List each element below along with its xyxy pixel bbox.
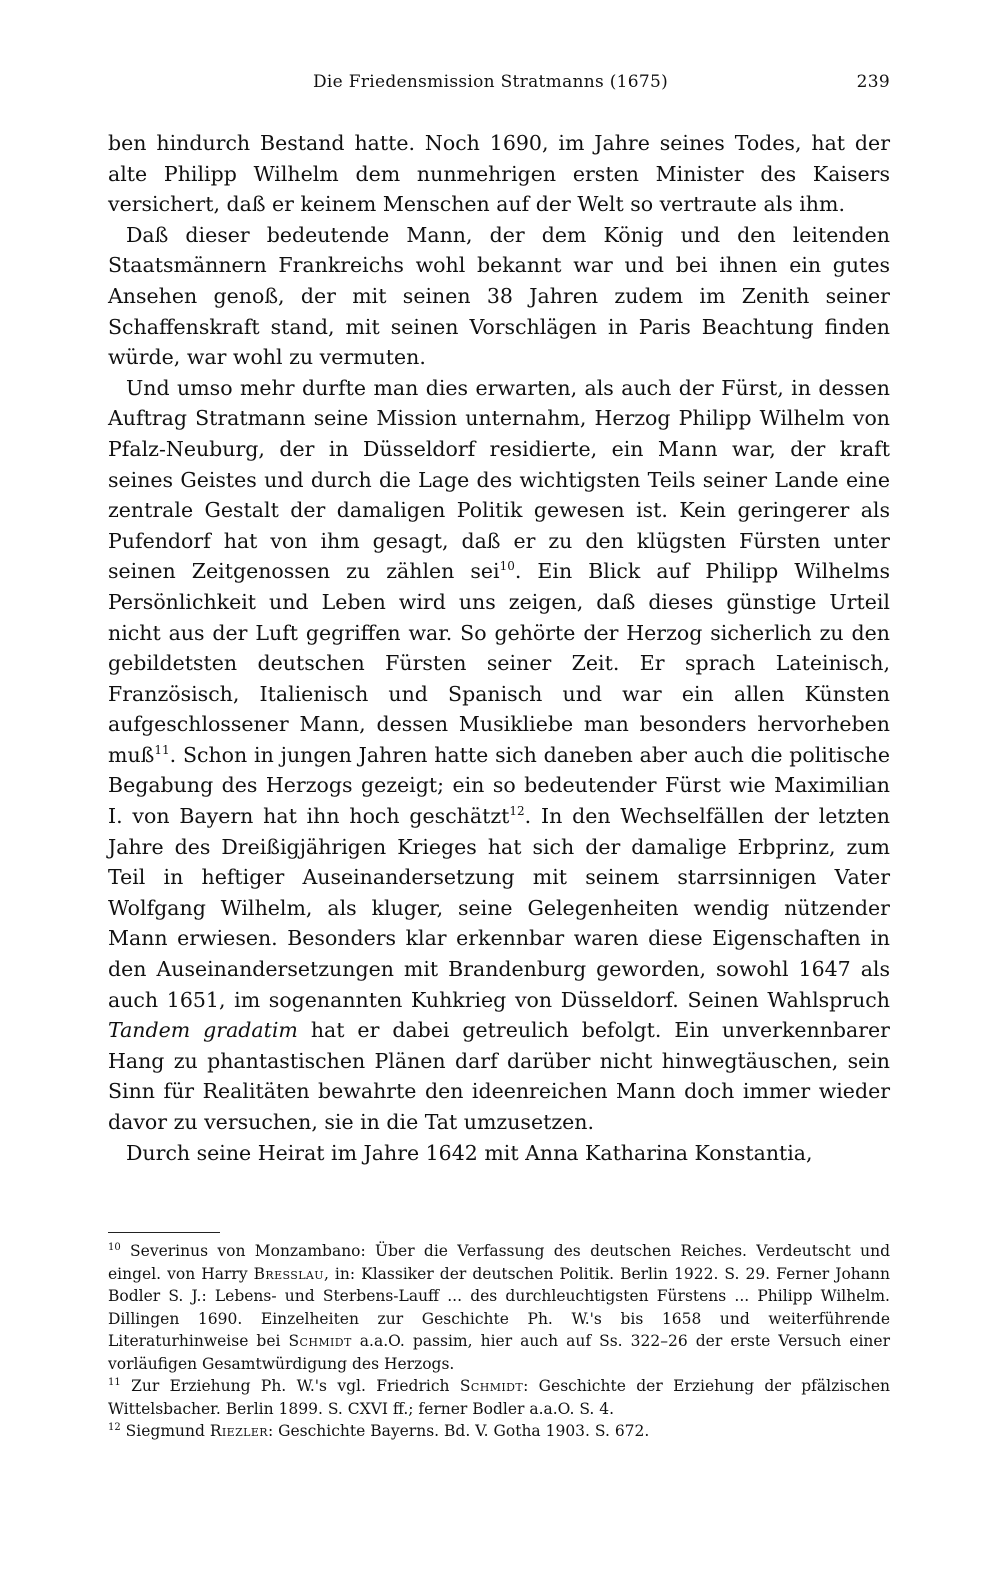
footnote-11-text-a: Zur Erziehung Ph. W.'s vgl. Friedrich <box>120 1377 460 1395</box>
paragraph-3-text-d: . In den Wechselfällen der letzten Jahre des Dreißigjährigen Krieges hat sich der damalige Erbprinz, zum Teil in heftiger Auseinandersetzung mit seinem starrsinnigen Vater Wolfgang Wilhelm, als kluger, seine Gelegenheiten wendig nützender Mann erwiesen. Besonders klar erkennbar waren diese Eigenschaften in den Auseinandersetzungen mit Brandenburg geworden, sowohl 1647 als auch 1651, im sogenannten Kuhkrieg von Düsseldorf. Seinen Wahlspruch <box>108 804 891 1012</box>
footnote-11 <box>108 1375 890 1420</box>
paragraph-2-text: Daß dieser bedeutende Mann, der dem König und den leitenden Staatsmännern Frankreichs wohl bekannt war und bei ihnen ein gutes Ansehen genoß, der mit seinen 38 Jahren zudem im Zenith seiner Schaffenskraft stand, mit seinen Vorschlägen in Paris Beachtung finden würde, war wohl zu vermuten. <box>108 222 890 370</box>
footnote-10-text-c: a.a.O. passim, hier auch auf Ss. 322–26 der erste Versuch einer vorläufigen Gesamtwürdigung des Herzogs. <box>108 1332 891 1373</box>
footnote-11-mark: 11 <box>108 1377 121 1388</box>
footnote-10-text-b: , in: Klassiker der deutschen Politik. Berlin 1922. S. 29. Ferner Johann Bodler S. J.: Lebens- und Sterbens-Lauff ... des durchleuchtigsten Fürstens ... Philipp Wilhelm. Dillingen 1690. Einzelheiten zur Geschichte Ph. W.'s bis 1658 und weiterführende Literaturhinweise bei <box>108 1264 890 1350</box>
paragraph-4 <box>108 1138 890 1169</box>
motto-text: Tandem gradatim <box>108 1018 298 1043</box>
paragraph-1 <box>108 128 890 220</box>
paragraph-3 <box>108 373 890 1138</box>
footnotes <box>108 1240 890 1443</box>
running-head <box>108 72 890 98</box>
page-number: 239 <box>856 72 890 92</box>
main-text <box>108 128 890 1168</box>
footnote-12-text-b: : Geschichte Bayerns. Bd. V. Gotha 1903. S. 672. <box>267 1422 650 1440</box>
footnote-10 <box>108 1240 890 1375</box>
running-head-title: Die Friedensmission Stratmanns (1675) <box>313 72 669 92</box>
footnote-12 <box>108 1420 890 1443</box>
footnote-ref-11[interactable]: 11 <box>154 742 170 757</box>
footnote-12-author-riezler: Riezler <box>209 1422 268 1440</box>
paragraph-3-text-e: hat er dabei getreulich befolgt. Ein unverkennbarer Hang zu phantastischen Plänen darf darüber nicht hinwegtäuschen, sein Sinn für Realitäten bewahrte den ideenreichen Mann doch immer wieder davor zu versuchen, sie in die Tat umzusetzen. <box>108 1018 890 1134</box>
paragraph-4-text: Durch seine Heirat im Jahre 1642 mit Anna Katharina Konstantia, <box>126 1140 813 1165</box>
paragraph-1-text: ben hindurch Bestand hatte. Noch 1690, im Jahre seines Todes, hat der alte Philipp Wilhelm dem nunmehrigen ersten Minister des Kaisers versichert, daß er keinem Menschen auf der Welt so vertraute als ihm. <box>108 131 890 217</box>
footnote-10-text-a: Severinus von Monzambano: Über die Verfassung des deutschen Reiches. Verdeutscht und eingel. von Harry <box>108 1242 890 1283</box>
footnote-ref-10[interactable]: 10 <box>499 559 515 574</box>
footnote-10-mark: 10 <box>108 1242 121 1253</box>
footnote-11-author-schmidt: Schmidt <box>459 1377 524 1395</box>
footnote-ref-12[interactable]: 12 <box>509 804 525 819</box>
footnote-12-text-a: Siegmund <box>120 1422 210 1440</box>
footnote-11-text-b: : Geschichte der Erziehung der pfälzischen Wittelsbacher. Berlin 1899. S. CXVI ff.; ferner Bodler a.a.O. S. 4. <box>108 1377 890 1418</box>
footnote-separator <box>108 1232 220 1233</box>
paragraph-2 <box>108 220 890 373</box>
footnote-12-mark: 12 <box>108 1422 121 1433</box>
paragraph-3-text-b: . Ein Blick auf Philipp Wilhelms Persönlichkeit und Leben wird uns zeigen, daß dieses günstige Urteil nicht aus der Luft gegriffen war. So gehörte der Herzog sicherlich zu den gebildetsten deutschen Fürsten seiner Zeit. Er sprach Lateinisch, Französisch, Italienisch und Spanisch und war ein allen Künsten aufgeschlossener Mann, dessen Musikliebe man besonders hervorheben muß <box>108 559 890 767</box>
paragraph-3-text-a: Und umso mehr durfte man dies erwarten, als auch der Fürst, in dessen Auftrag Stratmann seine Mission unternahm, Herzog Philipp Wilhelm von Pfalz-Neuburg, der in Düsseldorf residierte, ein Mann war, der kraft seines Geistes und durch die Lage des wichtigsten Teils seiner Lande eine zentrale Gestalt der damaligen Politik gewesen ist. Kein geringerer als Pufendorf hat von ihm gesagt, daß er zu den klügsten Fürsten unter seinen Zeitgenossen zu zählen sei <box>108 375 890 584</box>
footnote-10-author-schmidt: Schmidt <box>288 1332 352 1350</box>
paragraph-3-text-c: . Schon in jungen Jahren hatte sich daneben aber auch die politische Begabung des Herzogs gezeigt; ein so bedeutender Fürst wie Maximilian I. von Bayern hat ihn hoch geschätzt <box>108 742 890 829</box>
footnote-10-author-bresslau: Bresslau <box>253 1264 324 1283</box>
